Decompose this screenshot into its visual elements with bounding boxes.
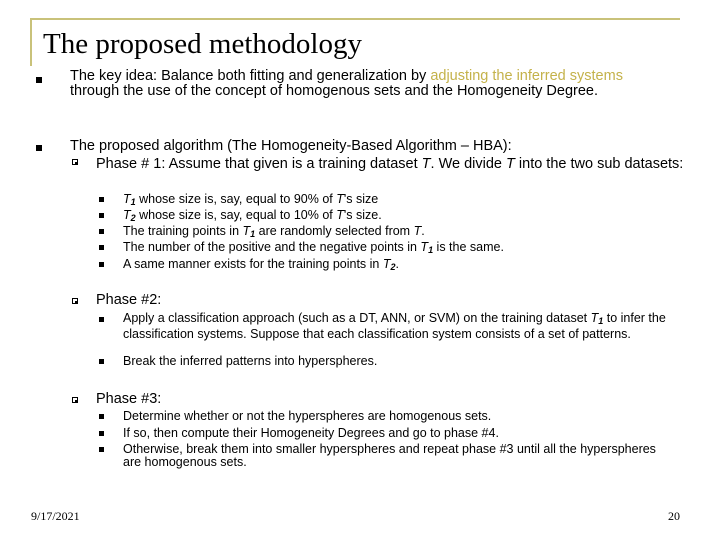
phase1-label: Phase # 1 — [96, 156, 162, 172]
title-frame-left — [30, 18, 32, 66]
phase1-text: Phase # 1: Assume that given is a training dataset T. We divide T into the two sub datasets: — [96, 156, 684, 172]
phase2-heading: Phase #2: — [96, 292, 162, 308]
phase3-item-2: If so, then compute their Homogeneity Degrees and go to phase #4. — [123, 426, 499, 440]
bullet-square-icon — [99, 317, 104, 322]
bullet-square-icon — [99, 229, 104, 234]
phase3-heading: Phase #3: — [96, 391, 162, 407]
bullet-square-icon — [36, 145, 42, 151]
page-number: 20 — [668, 509, 680, 523]
phase3-item-1: Determine whether or not the hyperspheres are homogenous sets. — [123, 409, 492, 423]
phase1-item-1: $T_1$ whose size is, say, equal to 90% of T's size — [123, 192, 379, 207]
bullet-square-icon — [99, 262, 104, 267]
phase1-item-5: A same manner exists for the training points in $T_2$. — [123, 257, 399, 272]
bullet-square-icon — [99, 414, 104, 419]
bullet-square-icon — [99, 447, 104, 452]
bullet-square-icon — [99, 197, 104, 202]
bullet-square-icon — [36, 77, 42, 83]
sub-bullet-checkbox-icon — [72, 298, 78, 304]
phase2-item-1: Apply a classification approach (such as a DT, ANN, or SVM) on the training dataset $T_1$ to infer the classification systems. Suppose that each classification system consists of a set of patterns. — [123, 311, 666, 341]
phase2-label: Phase #2 — [96, 292, 158, 308]
phase2-item-2: Break the inferred patterns into hyperspheres. — [123, 354, 378, 368]
slide-title: The proposed methodology — [43, 28, 362, 60]
bullet-square-icon — [99, 431, 104, 436]
sub-bullet-checkbox-icon — [72, 159, 78, 165]
phase1-item-2: $T_2$ whose size is, say, equal to 10% of T's size. — [123, 208, 382, 223]
key-idea-highlight: adjusting the inferred systems — [430, 68, 623, 84]
bullet-square-icon — [99, 213, 104, 218]
key-idea-text: The key idea: Balance both fitting and generalization by adjusting the inferred systems through the use of the concept of homogenous sets and the Homogeneity Degree. — [70, 68, 623, 99]
algorithm-text: The proposed algorithm (The Homogeneity-Based Algorithm – HBA): — [70, 138, 512, 154]
phase3-label: Phase #3 — [96, 391, 158, 407]
bullet-square-icon — [99, 359, 104, 364]
footer-date: 9/17/2021 — [31, 509, 80, 523]
phase1-item-4: The number of the positive and the negative points in $T_1$ is the same. — [123, 240, 504, 255]
title-frame-top — [30, 18, 680, 20]
bullet-square-icon — [99, 245, 104, 250]
sub-bullet-checkbox-icon — [72, 397, 78, 403]
phase1-item-3: The training points in $T_1$ are randomly selected from T. — [123, 224, 425, 239]
phase3-item-3: Otherwise, break them into smaller hyperspheres and repeat phase #3 until all the hyperspheres are homogenous sets. — [123, 442, 656, 469]
